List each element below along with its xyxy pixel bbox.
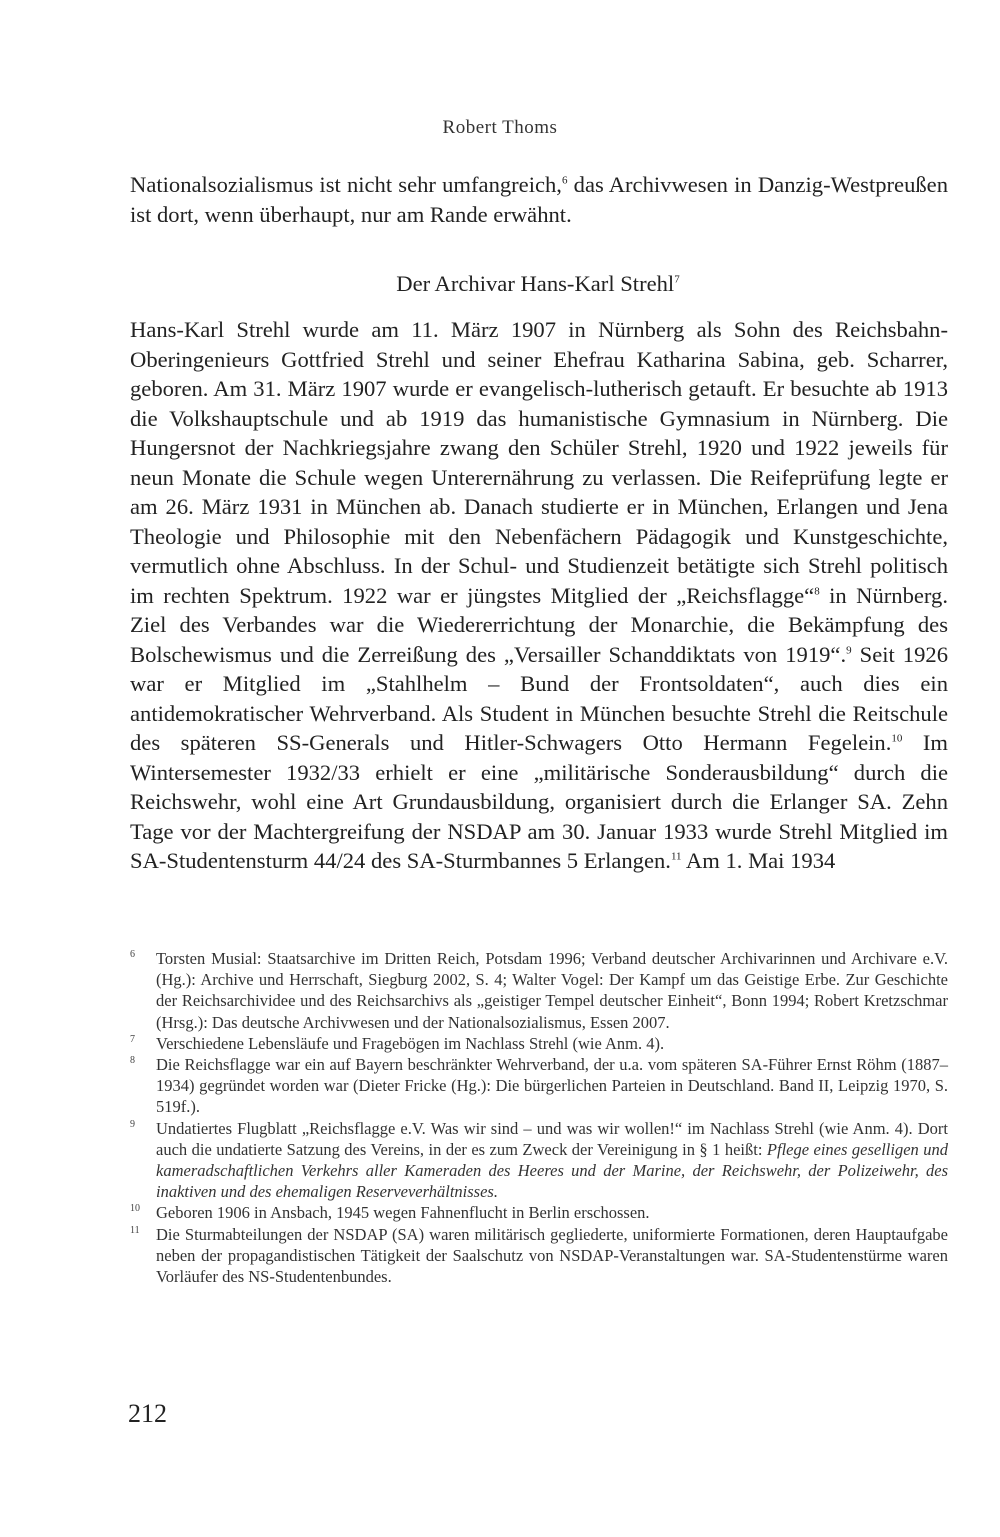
main-text-part-3: Seit 1926 war er Mitglied im „Stahlhelm – Bund der Frontsoldaten“, auch dies ein antidemokratischer Wehrverband. Als Student in München besuchte Strehl die Reitschule des späteren SS-Generals und Hitler-Schwagers Otto Hermann Fegelein. [130,641,948,755]
footnote-italic-quote: Pflege eines geselligen und kameradschaftlichen Verkehrs aller Kameraden des Heeres und der Marine, der Reichswehr, der Polizeiwehr, des inaktiven und des ehemaligen Reserveverhältnisses. [156,1139,948,1202]
page-number: 212 [128,1399,167,1428]
intro-text-after: das Archivwesen in Danzig-Westpreußen ist dort, wenn überhaupt, nur am Rande erwähnt. [130,172,949,227]
footnote-text: Undatiertes Flugblatt „Reichsflagge e.V. Was wir sind – und was wir wollen!“ im Nachlass Strehl (wie Anm. 4). Dort auch die undatierte Satzung des Vereins, in der es zum Zweck der Vereinigung in § 1 heißt: [156,1118,948,1159]
main-text-part-2: in Nürnberg. Ziel des Verbandes war die Wiedererrichtung der Monarchie, die Bekämpfung des Bolschewismus und die Zerreißung des „Versailler Schanddiktats von 1919“. [130,582,948,667]
footnote-11 [130,1224,948,1288]
intro-paragraph [130,170,948,229]
main-text-part-4: Im Wintersemester 1932/33 erhielt er eine „militärische Sonderausbildung“ durch die Reichswehr, wohl eine Art Grundausbildung, organisiert durch die Erlanger SA. Zehn Tage vor der Machtergreifung der NSDAP am 30. Januar 1933 wurde Strehl Mitglied im SA-Studentensturm 44/24 des SA-Sturmbannes 5 Erlangen. [130,730,948,873]
intro-text: Nationalsozialismus ist nicht sehr umfangreich, [130,172,562,197]
footnote-text: Die Reichsflagge war ein auf Bayern beschränkter Wehrverband, der u.a. vom späteren SA-Führer Ernst Röhm (1887–1934) gegründet worden war (Dieter Fricke (Hg.): Die bürgerlichen Parteien in Deutschland. Band II, Leipzig 1970, S. 519f.). [156,1055,948,1117]
footnote-number: 8 [130,1055,135,1067]
footnote-10 [130,1202,948,1223]
footnote-number: 9 [130,1118,135,1130]
footnote-9 [130,1118,948,1203]
footnote-ref-6[interactable]: 6 [561,174,568,187]
footnote-7 [130,1033,948,1054]
footnote-8 [130,1054,948,1118]
footnote-ref-11[interactable]: 11 [670,850,682,863]
footnote-ref-10[interactable]: 10 [891,732,903,745]
footnote-text: Die Sturmabteilungen der NSDAP (SA) waren militärisch gegliederte, uniformierte Formationen, deren Hauptaufgabe neben der propagandistischen Tätigkeit der Saalschutz von NSDAP-Veranstaltungen war. SA-Studentenstürme waren Vorläufer des NS-Studentenbundes. [156,1224,948,1287]
footnote-text: Torsten Musial: Staatsarchive im Dritten Reich, Potsdam 1996; Verband deutscher Archivarinnen und Archivare e.V. (Hg.): Archive und Herrschaft, Siegburg 2002, S. 4; Walter Vogel: Der Kampf um das Geistige Erbe. Zur Geschichte der Reichsarchividee und des Reichsarchivs als „geistiger Tempel deutscher Einheit“, Bonn 1994; Robert Kretzschmar (Hrsg.): Das deutsche Archivwesen und der Nationalsozialismus, Essen 2007. [156,949,948,1032]
footnote-ref-8[interactable]: 8 [814,584,820,597]
section-heading [0,271,1000,297]
main-text-part-5: Am 1. Mai 1934 [681,848,836,873]
footnote-number: 11 [130,1224,140,1236]
footnote-number: 10 [130,1203,140,1215]
footnote-text: Geboren 1906 in Ansbach, 1945 wegen Fahnenflucht in Berlin erschossen. [156,1203,650,1223]
footnote-ref-7[interactable]: 7 [674,273,680,286]
main-paragraph [130,315,948,876]
section-heading-text: Der Archivar Hans-Karl Strehl [396,271,675,296]
main-text-part-1: Hans-Karl Strehl wurde am 11. März 1907 in Nürnberg als Sohn des Reichsbahn-Oberingenieurs Gottfried Strehl und seiner Ehefrau Katharina Sabina, geb. Scharrer, geboren. Am 31. März 1907 wurde er evangelisch-lutherisch getauft. Er besuchte ab 1913 die Volkshauptschule und ab 1919 das humanistische Gymnasium in Nürnberg. Die Hungersnot der Nachkriegsjahre zwang den Schüler Strehl, 1920 und 1922 jeweils für neun Monate die Schule wegen Unterernährung zu verlassen. Die Reifeprüfung legte er am 26. März 1931 in München ab. Danach studierte er in München, Erlangen und Jena Theologie und Philosophie mit den Nebenfächern Pädagogik und Kunstgeschichte, vermutlich ohne Abschluss. In der Schul- und Studienzeit betätigte sich Strehl politisch im rechten Spektrum. 1922 war er jüngstes Mitglied der „Reichsflagge“ [130,317,948,608]
footnote-6 [130,948,948,1033]
footnote-ref-9[interactable]: 9 [846,643,852,656]
footnote-number: 7 [130,1033,135,1045]
running-head: Robert Thoms [442,117,558,138]
footnote-number: 6 [130,949,135,960]
footnotes-section [130,948,948,1287]
footnote-text: Verschiedene Lebensläufe und Fragebögen im Nachlass Strehl (wie Anm. 4). [156,1033,665,1053]
